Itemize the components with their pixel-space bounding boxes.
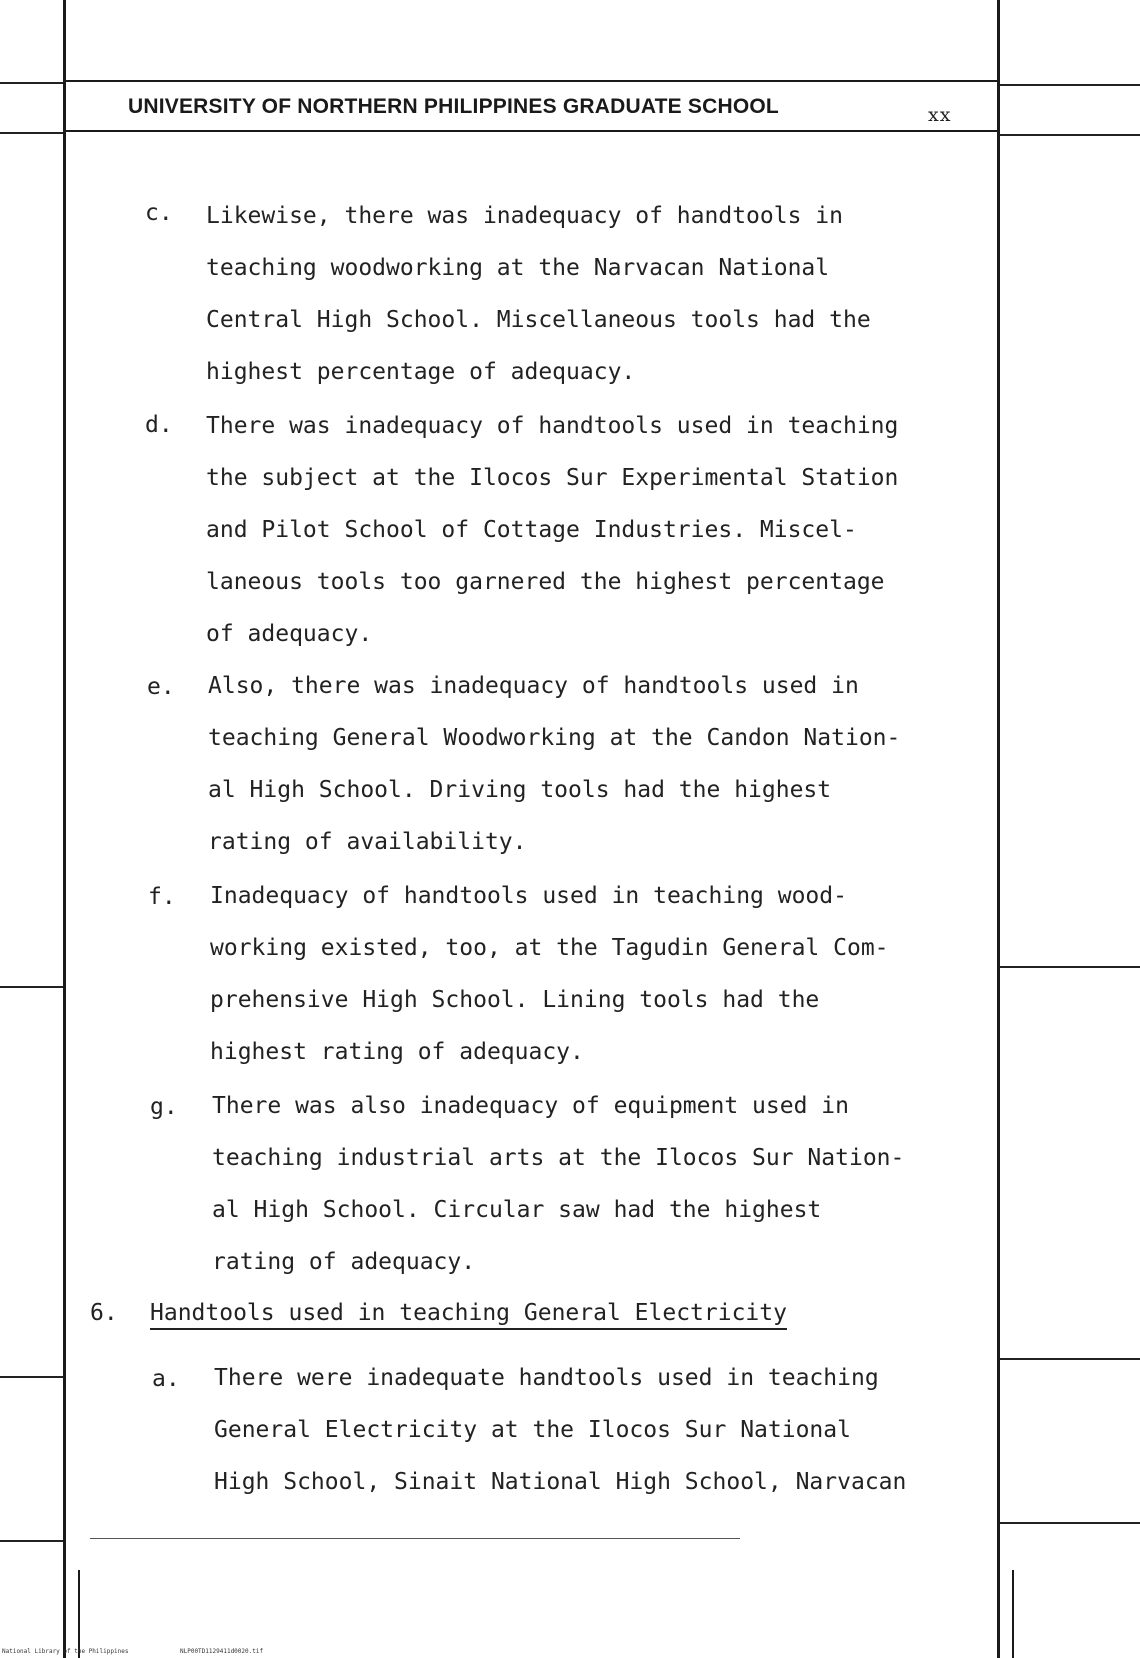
item-e-text <box>208 660 988 868</box>
margin-tick <box>1000 966 1140 968</box>
item-6a-line-1: There were inadequate handtools used in teaching <box>214 1365 879 1391</box>
right-inner-line <box>1012 1570 1014 1658</box>
margin-tick <box>0 986 63 988</box>
item-f-line-2: working existed, too, at the Tagudin General Com- <box>210 935 889 961</box>
item-d-line-3: and Pilot School of Cottage Industries. Miscel- <box>206 517 857 543</box>
footer-file-id: NLP00TD1129411d0020.tif <box>180 1648 264 1655</box>
item-d-line-4: laneous tools too garnered the highest percentage <box>206 569 885 595</box>
item-e-line-3: al High School. Driving tools had the highest <box>208 777 832 803</box>
margin-tick <box>1000 1358 1140 1360</box>
item-e-line-2: teaching General Woodworking at the Candon Nation- <box>208 725 901 751</box>
item-g-line-1: There was also inadequacy of equipment used in <box>212 1093 849 1119</box>
item-6a-line-3: High School, Sinait National High School, Narvacan <box>214 1469 907 1495</box>
item-6a-text <box>214 1352 994 1508</box>
item-f-text <box>210 870 990 1078</box>
header-bottom-rule <box>66 130 997 132</box>
item-g-text <box>212 1080 992 1288</box>
item-g-line-2: teaching industrial arts at the Ilocos Sur Nation- <box>212 1145 905 1171</box>
item-f-line-1: Inadequacy of handtools used in teaching wood- <box>210 883 847 909</box>
footer-rule <box>90 1538 740 1539</box>
item-e-line-4: rating of availability. <box>208 829 527 855</box>
margin-tick <box>1000 134 1140 136</box>
item-c-text <box>206 190 986 398</box>
item-marker-c: c. <box>145 200 173 226</box>
item-c-line-3: Central High School. Miscellaneous tools had the <box>206 307 871 333</box>
item-g-line-4: rating of adequacy. <box>212 1249 476 1275</box>
page-header-title: UNIVERSITY OF NORTHERN PHILIPPINES GRADUATE SCHOOL <box>128 95 779 118</box>
item-marker-e: e. <box>147 674 175 700</box>
header-top-rule <box>66 80 997 82</box>
item-d-line-1: There was inadequacy of handtools used in teaching <box>206 413 899 439</box>
margin-tick <box>1000 1522 1140 1524</box>
section-6-number: 6. <box>90 1300 118 1326</box>
item-g-line-3: al High School. Circular saw had the highest <box>212 1197 822 1223</box>
section-6-title: Handtools used in teaching General Electricity <box>150 1300 787 1330</box>
margin-tick <box>0 1376 63 1378</box>
item-6a-line-2: General Electricity at the Ilocos Sur National <box>214 1417 851 1443</box>
item-marker-6a: a. <box>152 1366 180 1392</box>
item-c-line-1: Likewise, there was inadequacy of handtools in <box>206 203 843 229</box>
left-margin-line <box>63 0 66 1658</box>
right-margin-line <box>997 0 1000 1658</box>
left-inner-line <box>78 1570 80 1658</box>
item-d-line-2: the subject at the Ilocos Sur Experimental Station <box>206 465 899 491</box>
margin-tick <box>0 1540 63 1542</box>
item-marker-g: g. <box>150 1094 178 1120</box>
item-c-line-4: highest percentage of adequacy. <box>206 359 636 385</box>
page-number: xx <box>928 104 952 126</box>
item-e-line-1: Also, there was inadequacy of handtools used in <box>208 673 859 699</box>
margin-tick <box>0 82 63 84</box>
item-marker-d: d. <box>145 412 173 438</box>
item-f-line-3: prehensive High School. Lining tools had the <box>210 987 820 1013</box>
margin-tick <box>0 132 63 134</box>
item-c-line-2: teaching woodworking at the Narvacan National <box>206 255 830 281</box>
footer-library-name: National Library of the Philippines <box>2 1648 129 1655</box>
item-d-line-5: of adequacy. <box>206 621 373 647</box>
item-f-line-4: highest rating of adequacy. <box>210 1039 584 1065</box>
item-marker-f: f. <box>148 884 176 910</box>
margin-tick <box>1000 84 1140 86</box>
item-d-text <box>206 400 986 660</box>
